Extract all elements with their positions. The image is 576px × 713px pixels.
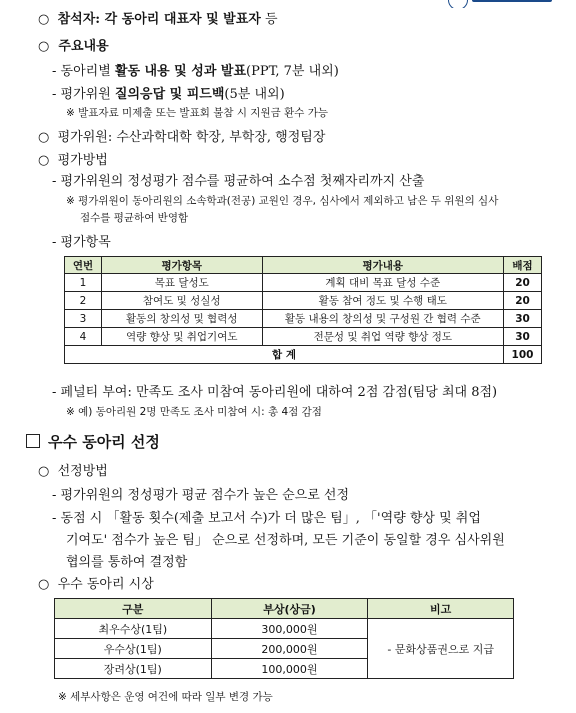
penalty-item: - 페널티 부여: 만족도 조사 미참여 동아리원에 대하여 2점 감점(팀당 최대 8점)	[52, 385, 498, 400]
table-header-row	[65, 257, 542, 274]
section-title-text: 우수 동아리 선정	[48, 433, 160, 451]
table-cell: 활동 참여 정도 및 수행 태도	[262, 292, 503, 310]
table-row	[55, 619, 514, 639]
table-row	[65, 292, 542, 310]
award-table	[54, 598, 514, 679]
bullet: ○	[38, 39, 50, 54]
method-label: 평가방법	[57, 153, 108, 168]
method-note-2: 점수를 평균하여 반영함	[80, 212, 189, 224]
table-cell: 최우수상(1팀)	[55, 619, 212, 639]
method-item: - 평가위원의 정성평가 점수를 평균하여 소수점 첫째자리까지 산출	[52, 174, 425, 189]
table-cell: 30	[504, 328, 542, 346]
attendees-line	[38, 8, 278, 27]
content-note: ※ 발표자료 미제출 또는 발표회 불참 시 지원금 환수 가능	[66, 107, 328, 119]
item-bold: 질의응답 및 피드백	[114, 87, 225, 102]
table-cell: 4	[65, 328, 102, 346]
col-header: 비고	[368, 599, 514, 619]
table-cell: 활동의 창의성 및 협력성	[101, 310, 262, 328]
col-header: 평가항목	[101, 257, 262, 274]
table-row	[65, 328, 542, 346]
table-cell: 우수상(1팀)	[55, 639, 212, 659]
item-suffix: (PPT, 7분 내외)	[246, 64, 339, 79]
total-label: 합 계	[65, 346, 504, 364]
table-cell: 20	[504, 274, 542, 292]
table-cell: 20	[504, 292, 542, 310]
content-item-2	[52, 83, 285, 102]
selection-item-2-line-3: 협의를 통하여 결정함	[66, 555, 188, 570]
table-cell: 전문성 및 취업 역량 향상 정도	[262, 328, 503, 346]
col-header: 연번	[65, 257, 102, 274]
table-cell: 30	[504, 310, 542, 328]
criteria-label: - 평가항목	[52, 235, 111, 250]
selection-method-label: 선정방법	[57, 464, 108, 479]
main-content-heading	[38, 35, 109, 54]
selection-method-heading	[38, 460, 108, 479]
table-cell: 300,000원	[211, 619, 368, 639]
table-cell: 100,000원	[211, 659, 368, 679]
section-title	[26, 431, 160, 452]
method-heading	[38, 149, 108, 168]
table-cell: 활동 내용의 창의성 및 구성원 간 협력 수준	[262, 310, 503, 328]
selection-item-1: - 평가위원의 정성평가 평균 점수가 높은 순으로 선정	[52, 488, 350, 503]
table-header-row	[55, 599, 514, 619]
attendees-label: 참석자: 각 동아리 대표자 및 발표자	[57, 12, 261, 27]
col-header: 평가내용	[262, 257, 503, 274]
table-cell: 1	[65, 274, 102, 292]
item-suffix: (5분 내외)	[224, 87, 285, 102]
table-total-row	[65, 346, 542, 364]
attendees-suffix: 등	[260, 12, 278, 27]
footer-note: ※ 세부사항은 운영 여건에 따라 일부 변경 가능	[58, 691, 273, 703]
evaluators-line	[38, 126, 325, 145]
table-cell: 2	[65, 292, 102, 310]
table-cell: 계획 대비 목표 달성 수준	[262, 274, 503, 292]
bullet: ○	[38, 153, 50, 168]
item-bold: 활동 내용 및 성과 발표	[114, 64, 247, 79]
university-logo	[448, 0, 558, 8]
content-item-1	[52, 60, 339, 79]
col-header: 부상(상금)	[211, 599, 368, 619]
total-value: 100	[504, 346, 542, 364]
table-row	[65, 274, 542, 292]
awards-heading	[38, 573, 154, 592]
item-prefix: - 동아리별	[52, 64, 115, 79]
table-row	[65, 310, 542, 328]
table-cell: 역량 향상 및 취업기여도	[101, 328, 262, 346]
table-cell: 장려상(1팀)	[55, 659, 212, 679]
awards-label: 우수 동아리 시상	[57, 577, 154, 592]
evaluators-text: 평가위원: 수산과학대학 학장, 부학장, 행정팀장	[57, 130, 326, 145]
bullet: ○	[38, 12, 50, 27]
table-cell: 참여도 및 성실성	[101, 292, 262, 310]
table-cell: 200,000원	[211, 639, 368, 659]
checkbox-square-icon	[26, 434, 40, 448]
method-note-1: ※ 평가위원이 동아리원의 소속학과(전공) 교원인 경우, 심사에서 제외하고 남은 두 위원의 심사	[66, 195, 499, 207]
penalty-note: ※ 예) 동아리원 2명 만족도 조사 미참여 시: 총 4점 감점	[66, 406, 322, 418]
item-prefix: - 평가위원	[52, 87, 115, 102]
evaluation-table	[64, 256, 542, 364]
col-header: 배점	[504, 257, 542, 274]
col-header: 구분	[55, 599, 212, 619]
bullet: ○	[38, 464, 50, 479]
bullet: ○	[38, 577, 50, 592]
remark-cell: - 문화상품권으로 지급	[368, 619, 514, 679]
selection-item-2-line-1: - 동점 시 「활동 횟수(제출 보고서 수)가 더 많은 팀」, 「'역량 향상 및 취업	[52, 511, 481, 526]
selection-item-2-line-2: 기여도' 점수가 높은 팀」 순으로 선정하며, 모든 기준이 동일할 경우 심사위원	[66, 533, 505, 548]
bullet: ○	[38, 130, 50, 145]
main-content-label: 주요내용	[58, 39, 109, 54]
table-cell: 3	[65, 310, 102, 328]
table-cell: 목표 달성도	[101, 274, 262, 292]
